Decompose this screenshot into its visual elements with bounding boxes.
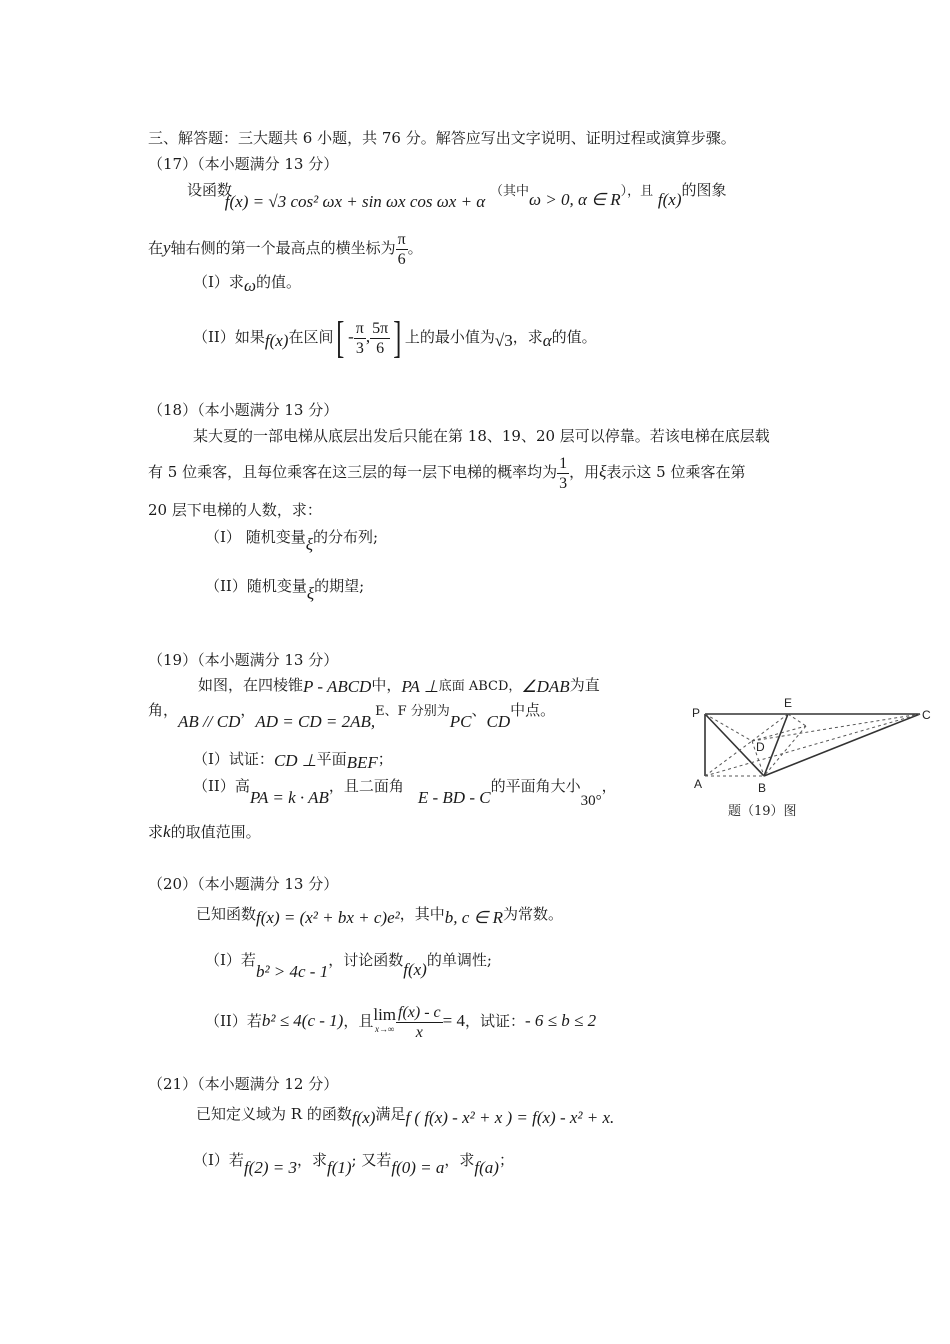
q20-function: f(x) = (x² + bx + c)e² <box>256 908 400 927</box>
q17-fx: f(x) <box>264 331 289 350</box>
pyramid-name: P - ABCD <box>303 677 372 696</box>
y-axis-symbol: y <box>163 238 171 257</box>
q18-line2 <box>148 450 745 494</box>
q19-text: 的平面角大小 <box>490 777 581 795</box>
frac-numerator: 5π <box>372 319 389 337</box>
plane-bef: BEF <box>346 753 378 772</box>
q20-text: ，其中 <box>399 905 445 923</box>
q17-text: （其中 <box>490 184 530 199</box>
q20-fx: f(x) <box>403 960 427 979</box>
minus-sign: - <box>348 327 354 346</box>
q19-figure <box>688 694 933 824</box>
q21-text: 满足 <box>375 1105 406 1123</box>
vertex-label-p: P <box>692 706 701 720</box>
vertex-label-d: D <box>756 740 765 754</box>
q19-part1 <box>193 749 393 772</box>
frac-numerator: π <box>397 230 406 248</box>
pyramid-diagram <box>688 694 933 824</box>
q18-text: （II）随机变量 <box>205 577 307 595</box>
q19-text: 中点。 <box>510 701 556 719</box>
q21-text: ，求 <box>444 1151 475 1169</box>
q18-text: （I） 随机变量 <box>205 528 306 546</box>
q20-part1 <box>205 950 492 981</box>
q21-text: ； <box>498 1151 514 1169</box>
angle-30: 30° <box>580 793 602 809</box>
xi-symbol: ξ <box>305 535 313 554</box>
section-header: 三、解答题：三大题共 6 小题，共 76 分。解答应写出文字说明、证明过程或演算步骤。 <box>148 129 736 147</box>
q19-line2 <box>148 700 556 731</box>
q17-fx: f(x) <box>657 190 682 209</box>
q19-label: （19）（本小题满分 13 分） <box>148 651 339 669</box>
q20-text: 已知函数 <box>196 905 257 923</box>
q18-text: 的分布列; <box>312 528 379 546</box>
q17-text: 。 <box>407 239 423 257</box>
q18-label: （18）（本小题满分 13 分） <box>148 401 339 419</box>
edge-ad <box>705 741 752 776</box>
q17-label: （17）（本小题满分 13 分） <box>148 155 339 173</box>
frac-denominator: 6 <box>376 339 385 357</box>
ad-cd-equation: AD = CD = 2AB, <box>255 712 376 731</box>
q19-text: （I）试证： <box>193 750 274 768</box>
q17-function: f(x) = √3 cos² ωx + sin ωx cos ωx + α <box>224 192 486 211</box>
vertex-label-b: B <box>758 781 767 795</box>
q19-text: E、F 分别为 <box>375 704 450 719</box>
q18-line3: 20 层下电梯的人数，求： <box>148 501 322 519</box>
q19-text: 如图，在四棱锥 <box>198 676 304 694</box>
q20-text: 为常数。 <box>502 905 563 923</box>
q19-text: 、 <box>471 701 487 719</box>
q17-text: 上的最小值为 <box>404 328 495 346</box>
q20-text: （I）若 <box>205 951 256 969</box>
frac-denominator: x <box>415 1023 423 1041</box>
vertex-label-c: C <box>922 708 931 722</box>
limit-fraction <box>396 1003 443 1042</box>
q18-part2 <box>205 576 365 603</box>
q20-inequality: b² > 4c - 1 <box>255 962 329 981</box>
alpha-symbol: α <box>542 331 552 350</box>
q17-text: 的图象 <box>681 181 727 199</box>
q20-text: ，试证： <box>465 1012 526 1030</box>
xi-symbol: ξ <box>599 462 607 481</box>
q21-text: 已知定义域为 R 的函数 <box>196 1105 352 1123</box>
q17-text: 的值。 <box>255 273 301 291</box>
q17-text: ，求 <box>512 328 543 346</box>
q20-part2 <box>205 998 596 1044</box>
dihedral-angle: E - BD - C <box>417 788 491 807</box>
q19-text: 求 <box>148 823 164 841</box>
q19-line1 <box>198 675 600 697</box>
limit-value: = 4 <box>442 1011 465 1030</box>
segment-pc: PC <box>449 712 472 731</box>
q18-text: 有 5 位乘客，且每位乘客在这三层的每一层下电梯的概率均为 <box>148 463 558 481</box>
q18-fraction <box>557 454 569 493</box>
limit-operator <box>373 1005 397 1036</box>
q17-part1 <box>193 272 301 295</box>
q17-text: 轴右侧的第一个最高点的横坐标为 <box>170 239 396 257</box>
q17-text: 设函数 <box>187 181 233 199</box>
left-bracket: [ <box>336 313 345 362</box>
q20-condition: b² ≤ 4(c - 1) <box>261 1011 344 1030</box>
q21-text: （I）若 <box>193 1151 244 1169</box>
q19-text: 平面 <box>316 750 347 768</box>
q19-text: 底面 ABCD， <box>438 679 522 694</box>
q17-condition: ω > 0, α ∈ R <box>529 190 621 209</box>
frac-denominator: 3 <box>559 474 568 492</box>
q19-text: 中， <box>371 676 402 694</box>
q18-line1: 某大夏的一部电梯从底层出发后只能在第 18、19、20 层可以停靠。若该电梯在底层载 <box>193 427 770 445</box>
q20-label: （20）（本小题满分 13 分） <box>148 875 339 893</box>
q19-text: ， <box>601 777 617 795</box>
q19-text: ， <box>240 701 256 719</box>
q19-text: ； <box>377 750 393 768</box>
vertex-label-e: E <box>784 696 793 710</box>
q19-text: ，且二面角 <box>328 777 404 795</box>
q20-line1 <box>196 904 563 927</box>
edge-dc <box>752 714 920 741</box>
q17-text: （I）求 <box>193 273 244 291</box>
edge-bc <box>764 714 920 776</box>
frac-denominator: 6 <box>397 250 406 268</box>
q19-text: 为直 <box>569 676 600 694</box>
q20-text: ，且 <box>343 1012 374 1030</box>
bc-in-r: b, c ∈ R <box>444 908 503 927</box>
b-range: - 6 ≤ b ≤ 2 <box>525 1011 597 1030</box>
interval-right <box>370 319 390 358</box>
vertex-label-a: A <box>694 777 703 791</box>
f1: f(1) <box>326 1158 352 1177</box>
q17-text: （II）如果 <box>193 328 265 346</box>
sqrt3-value: √3 <box>494 331 513 350</box>
q18-text: 的期望; <box>314 577 365 595</box>
q17-fraction <box>396 230 408 269</box>
q21-text: ; 又若 <box>351 1151 392 1169</box>
q17-line1 <box>187 180 727 214</box>
q19-line3 <box>148 822 261 842</box>
edge-pd <box>705 714 752 741</box>
lim-text: lim <box>373 1005 397 1024</box>
comma: , <box>365 327 371 346</box>
frac-denominator: 3 <box>355 339 364 357</box>
fa: f(a) <box>474 1158 499 1177</box>
frac-numerator: 1 <box>559 454 568 472</box>
q18-text: ，用 <box>569 463 600 481</box>
frac-numerator: π <box>355 319 364 337</box>
q17-line2 <box>148 228 423 269</box>
pa-equation: PA = k · AB <box>249 788 329 807</box>
cd-perpendicular: CD ⊥ <box>273 751 317 770</box>
edge-ac <box>705 714 920 776</box>
edge-be <box>764 714 788 776</box>
f2-equals-3: f(2) = 3 <box>243 1158 297 1177</box>
q19-text: （II）高 <box>193 777 250 795</box>
q21-line1 <box>196 1104 615 1127</box>
pa-perpendicular: PA ⊥ <box>401 677 439 696</box>
frac-numerator: f(x) - c <box>398 1003 441 1021</box>
edge-ef <box>788 714 806 726</box>
omega-symbol: ω <box>243 276 256 295</box>
q21-text: ，求 <box>296 1151 327 1169</box>
figure-caption: 题（19）图 <box>728 804 797 819</box>
interval-left <box>354 319 366 358</box>
q17-text: ），且 <box>620 184 654 199</box>
q21-fx: f(x) <box>351 1108 376 1127</box>
q21-part1 <box>193 1150 514 1177</box>
f0-equals-a: f(0) = a <box>391 1158 445 1177</box>
right-bracket: ] <box>393 313 402 362</box>
ab-parallel-cd: AB // CD <box>178 712 241 731</box>
q20-text: 的单调性; <box>426 951 492 969</box>
q21-functional-equation: f ( f(x) - x² + x ) = f(x) - x² + x. <box>405 1108 615 1127</box>
q21-label: （21）（本小题满分 12 分） <box>148 1075 339 1093</box>
q17-part2 <box>193 313 597 361</box>
segment-cd: CD <box>486 712 511 731</box>
q19-text: 角， <box>148 701 179 719</box>
q18-part1 <box>205 527 379 554</box>
q20-text: （II）若 <box>205 1012 262 1030</box>
xi-symbol: ξ <box>306 584 315 603</box>
q19-text: 的取值范围。 <box>170 823 261 841</box>
q17-text: 在 <box>148 239 164 257</box>
q20-text: ，讨论函数 <box>328 951 404 969</box>
q17-text: 在区间 <box>288 328 334 346</box>
k-symbol: k <box>163 822 171 841</box>
q17-text: 的值。 <box>551 328 597 346</box>
angle-dab: ∠DAB <box>521 677 570 696</box>
q19-part2 <box>193 776 617 809</box>
lim-subscript: x→∞ <box>374 1024 395 1034</box>
q18-text: 表示这 5 位乘客在第 <box>606 463 746 481</box>
